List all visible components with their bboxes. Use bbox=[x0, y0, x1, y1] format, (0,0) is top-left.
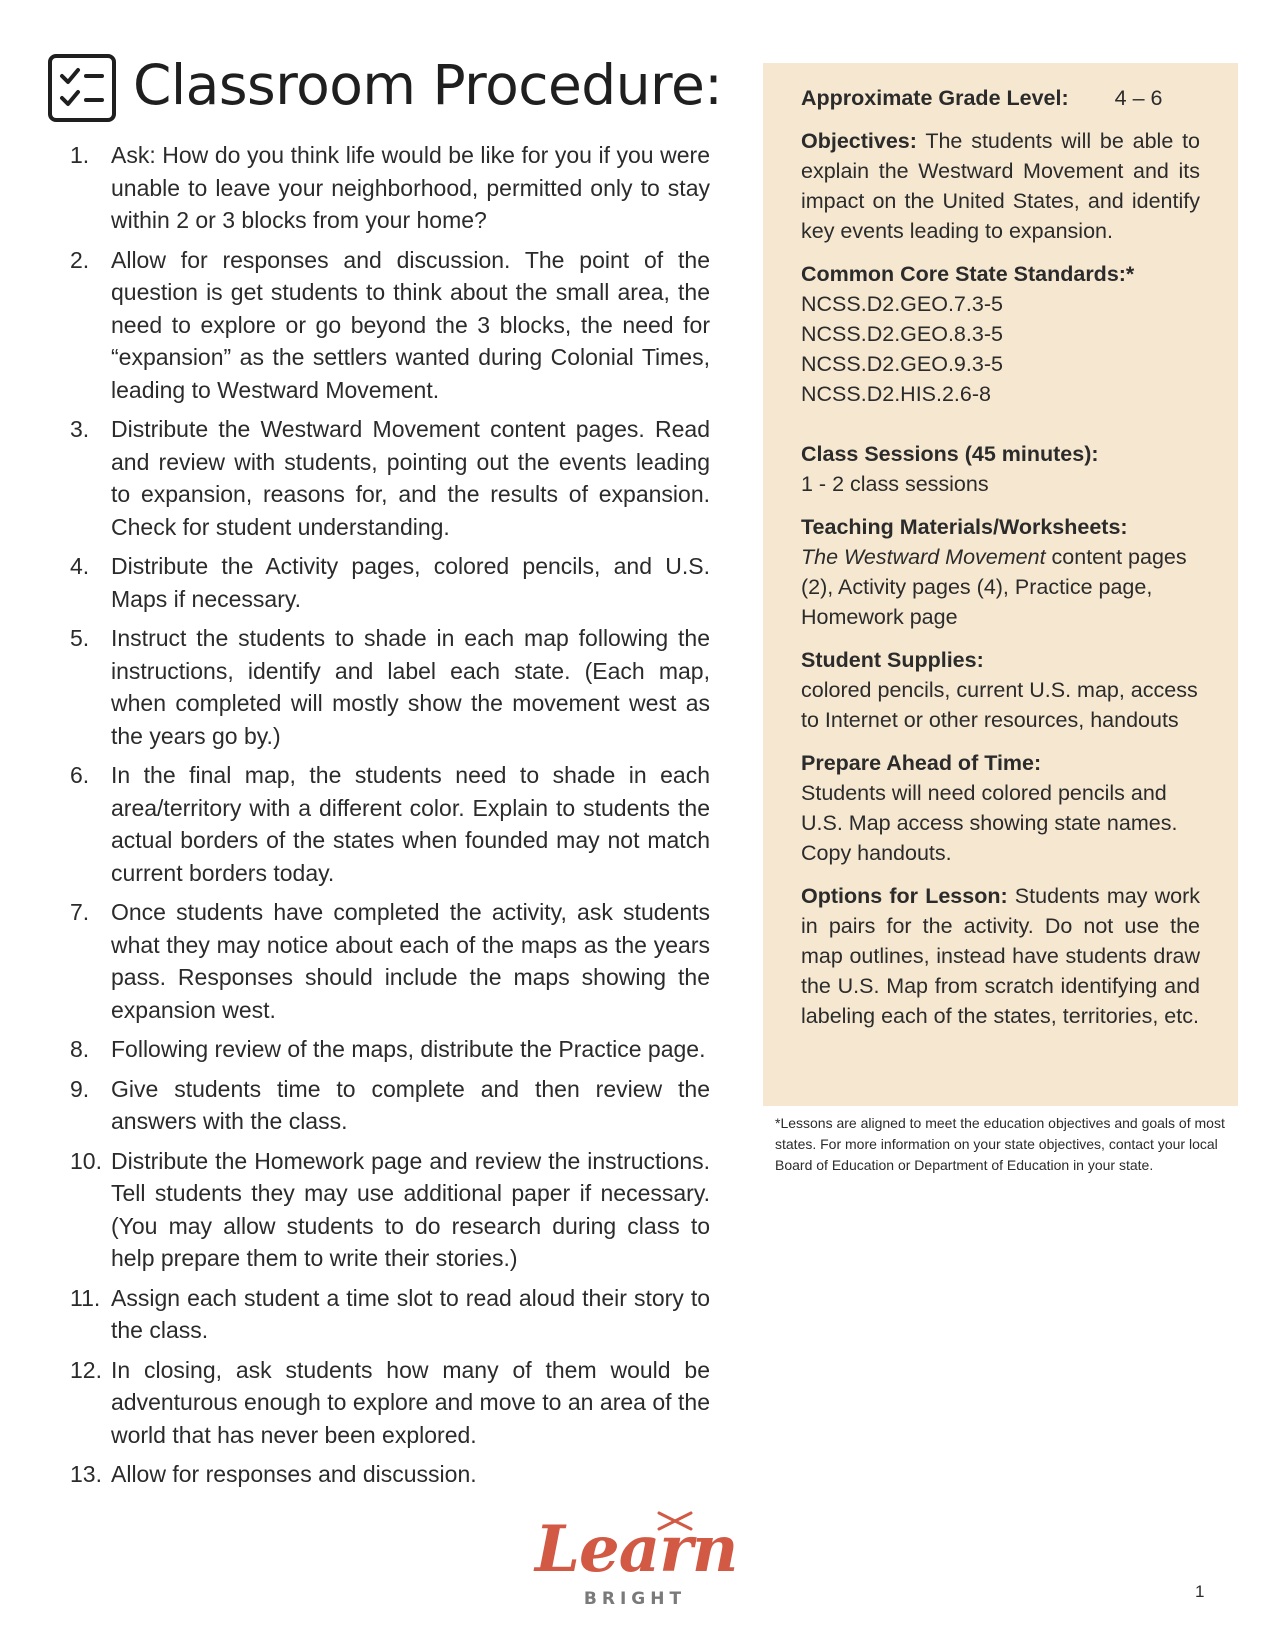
materials-label: Teaching Materials/Worksheets: bbox=[801, 515, 1128, 539]
list-item bbox=[70, 413, 710, 543]
list-item bbox=[70, 622, 710, 752]
list-item bbox=[70, 1073, 710, 1138]
lesson-info-sidebar bbox=[763, 63, 1238, 1106]
step-number: 12. bbox=[70, 1356, 102, 1383]
sessions-value: 1 - 2 class sessions bbox=[801, 472, 989, 496]
list-item bbox=[70, 139, 710, 237]
step-number: 5. bbox=[70, 625, 90, 651]
step-text: Distribute the Activity pages, colored pencils, and U.S. Maps if necessary. bbox=[111, 553, 710, 612]
checklist-icon bbox=[48, 54, 116, 122]
supplies-label: Student Supplies: bbox=[801, 648, 984, 672]
prepare-label: Prepare Ahead of Time: bbox=[801, 751, 1042, 775]
list-item bbox=[70, 1458, 710, 1491]
learn-bright-logo bbox=[535, 1512, 738, 1615]
lesson-options bbox=[801, 881, 1200, 1031]
step-number: 9. bbox=[70, 1075, 90, 1102]
page-title: Classroom Procedure: bbox=[133, 53, 723, 117]
options-text: Students may work in pairs for the activity. Do not use the map outlines, instead have students draw the U.S. Map from scratch identifying and labeling each of the states, territories, etc. bbox=[801, 884, 1200, 1028]
procedure-list bbox=[70, 139, 710, 1498]
list-item bbox=[70, 1033, 710, 1066]
logo-word: Learn bbox=[535, 1512, 738, 1587]
step-number: 11. bbox=[70, 1284, 101, 1311]
standard-item: NCSS.D2.HIS.2.6-8 bbox=[801, 382, 991, 406]
step-number: 8. bbox=[70, 1036, 90, 1062]
standard-item: NCSS.D2.GEO.9.3-5 bbox=[801, 352, 1003, 376]
student-supplies bbox=[801, 645, 1200, 735]
step-number: 7. bbox=[70, 899, 90, 925]
grade-level-label: Approximate Grade Level: bbox=[801, 86, 1069, 110]
step-number: 2. bbox=[70, 246, 90, 273]
step-text: Instruct the students to shade in each map following the instructions, identify and label each state. (Each map, when completed will mostly show the movement west as the years go by.) bbox=[111, 625, 710, 749]
standard-item: NCSS.D2.GEO.7.3-5 bbox=[801, 292, 1003, 316]
objectives-text: The students will be able to explain the Westward Movement and its impact on the United States, and identify key events leading to expansion. bbox=[801, 129, 1200, 243]
standard-item: NCSS.D2.GEO.8.3-5 bbox=[801, 322, 1003, 346]
list-item bbox=[70, 244, 710, 407]
step-text: Once students have completed the activity, ask students what they may notice about each of the maps as the years pass. Responses should include the maps showing the expansion west. bbox=[111, 899, 710, 1023]
grade-level bbox=[801, 83, 1200, 113]
step-text: Ask: How do you think life would be like for you if you were unable to leave your neighborhood, permitted only to stay within 2 or 3 blocks from your home? bbox=[111, 142, 710, 233]
step-text: Assign each student a time slot to read aloud their story to the class. bbox=[111, 1284, 710, 1343]
step-text: Give students time to complete and then review the answers with the class. bbox=[111, 1075, 710, 1134]
list-item bbox=[70, 1354, 710, 1452]
step-number: 3. bbox=[70, 416, 90, 442]
list-item bbox=[70, 759, 710, 889]
prepare-text-copy: Copy handouts. bbox=[801, 841, 952, 865]
step-text: Allow for responses and discussion. bbox=[111, 1461, 477, 1487]
grade-level-value: 4 – 6 bbox=[1114, 86, 1163, 110]
step-text: In the final map, the students need to shade in each area/territory with a different color. Explain to students the actual borders of the states when founded may not match current borders today. bbox=[111, 762, 710, 886]
prepare-ahead bbox=[801, 748, 1200, 868]
step-text: Following review of the maps, distribute the Practice page. bbox=[111, 1036, 706, 1062]
list-item bbox=[70, 1145, 710, 1275]
step-text: Distribute the Homework page and review the instructions. Tell students they may use additional paper if necessary. (You may allow students to do research during class to help prepare them to write their stories.) bbox=[111, 1147, 710, 1271]
footnote: *Lessons are aligned to meet the education objectives and goals of most states. For more information on your state objectives, contact your local Board of Education or Department of Education in your state. bbox=[775, 1115, 1225, 1173]
options-label: Options for Lesson: bbox=[801, 884, 1008, 908]
standards-label: Common Core State Standards:* bbox=[801, 262, 1135, 286]
step-number: 4. bbox=[70, 553, 90, 579]
list-item bbox=[70, 550, 710, 615]
list-item bbox=[70, 1282, 710, 1347]
class-sessions bbox=[801, 439, 1200, 499]
supplies-text: colored pencils, current U.S. map, access to Internet or other resources, handouts bbox=[801, 678, 1198, 732]
page-number: 1 bbox=[1195, 1582, 1205, 1601]
objectives bbox=[801, 126, 1200, 246]
logo-subtitle: BRIGHT bbox=[583, 1589, 687, 1609]
step-number: 10. bbox=[70, 1147, 102, 1174]
teaching-materials bbox=[801, 512, 1200, 632]
materials-title: The Westward Movement bbox=[801, 545, 1046, 569]
spacer bbox=[801, 422, 1200, 439]
sessions-label: Class Sessions (45 minutes): bbox=[801, 442, 1099, 466]
prepare-text: Students will need colored pencils and U.S. Map access showing state names. bbox=[801, 781, 1178, 835]
step-text: Distribute the Westward Movement content pages. Read and review with students, pointing out the events leading to expansion, reasons for, and the results of expansion. Check for student understanding. bbox=[111, 416, 710, 540]
materials-text: content pages (2), Activity pages (4), Practice page, Homework page bbox=[801, 545, 1187, 629]
step-number: 1. bbox=[70, 142, 90, 168]
step-text: In closing, ask students how many of them would be adventurous enough to explore and move to an area of the world that has never been explored. bbox=[111, 1356, 710, 1448]
objectives-label: Objectives: bbox=[801, 129, 917, 153]
standards bbox=[801, 259, 1200, 409]
step-number: 13. bbox=[70, 1461, 102, 1487]
list-item bbox=[70, 896, 710, 1026]
step-number: 6. bbox=[70, 762, 90, 788]
step-text: Allow for responses and discussion. The point of the question is get students to think about the small area, the need to explore or go beyond the 3 blocks, the need for “expansion” as the settlers wanted during Colonial Times, leading to Westward Movement. bbox=[111, 246, 710, 403]
